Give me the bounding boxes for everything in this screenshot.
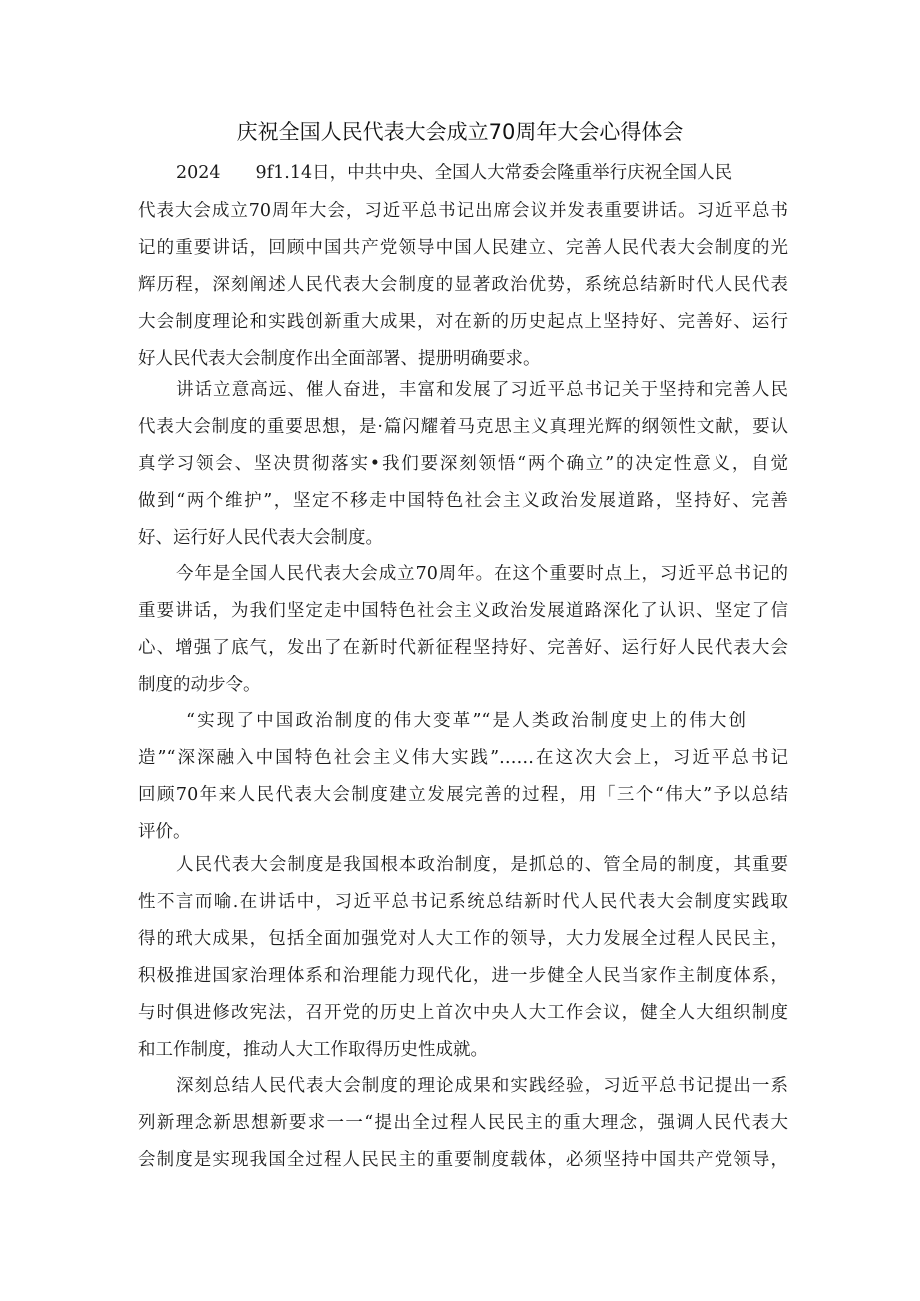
paragraph-line: 真学习领会、坚决贯彻落实•我们要深刻领悟“两个确立”的决定性意义，自觉 xyxy=(138,454,788,474)
paragraph-line: 人民代表大会制度是我国根本政治制度，是抓总的、管全局的制度，其重要 xyxy=(176,855,788,875)
paragraph-line: 好、运行好人民代表大会制度。 xyxy=(138,528,383,548)
paragraph-line: 心、增强了底气，发出了在新时代新征程坚持好、完善好、运行好人民代表大会 xyxy=(138,638,788,658)
paragraph-line: 代表大会成立70周年大会，习近平总书记出席会议并发表重要讲话。习近平总书 xyxy=(138,201,788,221)
paragraph-line: 造”“深深融入中国特色社会主义伟大实践”……在这次大会上，习近平总书记 xyxy=(138,748,788,768)
paragraph-line: 重要讲话，为我们坚定走中国特色社会主义政治发展道路深化了认识、坚定了信 xyxy=(138,601,788,621)
paragraph-line: 大会制度理论和实践创新重大成果，对在新的历史起点上坚持好、完善好、运行 xyxy=(138,312,788,332)
paragraph-line: 2024 9f1.14日，中共中央、全国人大常委会隆重举行庆祝全国人民 xyxy=(176,163,733,183)
paragraph-line: 得的玳大成果，包括全面加强党对人大工作的领导，大力发展全过程人民民主， xyxy=(138,929,788,949)
paragraph-line: 好人民代表大会制度作出全面部署、提册明确要求。 xyxy=(138,349,541,369)
paragraph-line: 代表大会制度的重要思想，是·篇闪耀着马克思主义真理光辉的纲领性文献，要认 xyxy=(138,417,788,437)
paragraph-line: 回顾70年来人民代表大会制度建立发展完善的过程，用「三个“伟大”予以总结 xyxy=(138,785,788,805)
document-title: 庆祝全国人民代表大会成立70周年大会心得体会 xyxy=(236,120,684,144)
paragraph-line: 积极推进国家治理体系和治理能力现代化，进一步健全人民当家作主制度体系， xyxy=(138,966,788,986)
paragraph-line: 评价。 xyxy=(138,822,191,842)
paragraph-line: 与时俱进修改宪法，召开党的历史上首次中央人大工作会议，健全人大组织制度 xyxy=(138,1003,788,1023)
paragraph-line: 今年是全国人民代表大会成立70周年。在这个重要时点上，习近平总书记的 xyxy=(176,564,788,584)
paragraph-line: 辉历程，深刻阐述人民代表大会制度的显著政治优势，系统总结新时代人民代表 xyxy=(138,275,788,295)
paragraph-line: 做到“两个维护”，坚定不移走中国特色社会主义政治发展道路，坚持好、完善 xyxy=(138,491,788,511)
paragraph-line: 性不言而喻.在讲话中，习近平总书记系统总结新时代人民代表大会制度实践取 xyxy=(138,892,788,912)
paragraph-line: 深刻总结人民代表大会制度的理论成果和实践经验，习近平总书记提出一系 xyxy=(176,1076,788,1096)
paragraph-line: “实现了中国政治制度的伟大变革”“是人类政治制度史上的伟大创 xyxy=(186,711,746,731)
paragraph-line: 讲话立意高远、催人奋进，丰富和发展了习近平总书记关于坚持和完善人民 xyxy=(176,380,788,400)
paragraph-line: 和工作制度，推动人大工作取得历史性成就。 xyxy=(138,1040,488,1060)
paragraph-line: 会制度是实现我国全过程人民民主的重要制度载体，必须坚持中国共产党领导， xyxy=(138,1150,788,1170)
paragraph-line: 记的重要讲话，回顾中国共产党领导中国人民建立、完善人民代表大会制度的光 xyxy=(138,238,788,258)
paragraph-line: 列新理念新思想新要求一一“提出全过程人民民主的重大理念，强调人民代表大 xyxy=(138,1113,788,1133)
paragraph-line: 制度的动步令。 xyxy=(138,675,261,695)
